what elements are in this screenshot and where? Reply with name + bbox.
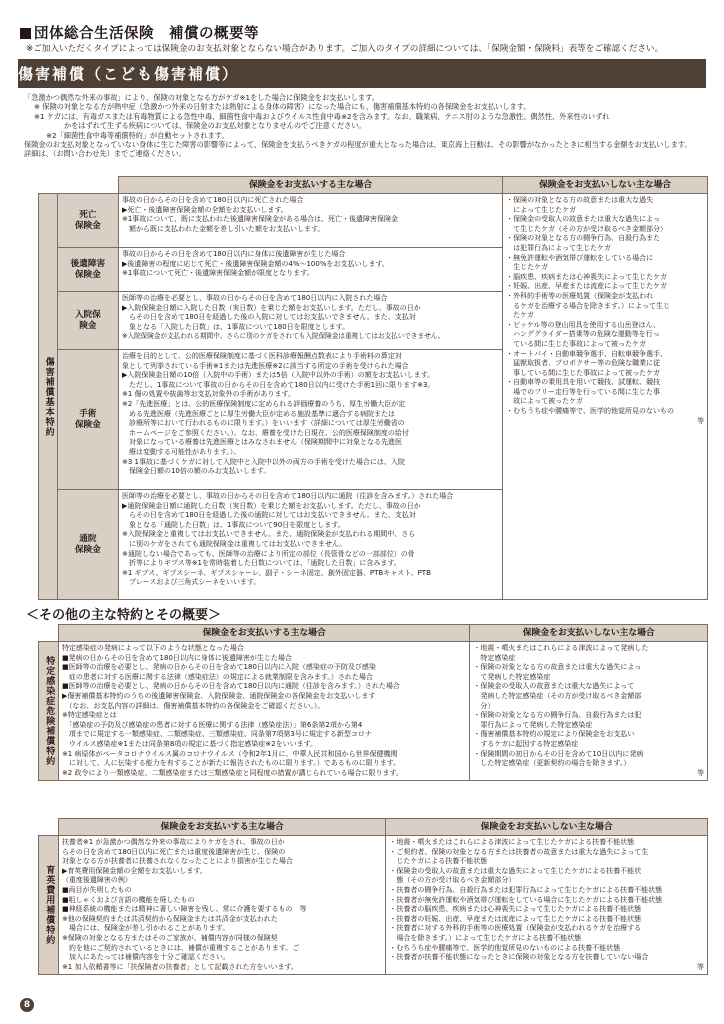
intro-line: かをはずれて生ずる疾病については、保険金のお支払対象となりませんのでご注意ください。 — [64, 121, 366, 131]
intro-line: 「急激かつ偶然な外来の事故」により、保険の対象となる方がケガ※1をした場合に保険金をお支払いします。 — [24, 93, 379, 102]
benefit-name: 手術 保険金 — [57, 350, 118, 490]
infection-rider-table — [38, 624, 708, 781]
section-band-label: 傷害補償（こども傷害補償） — [18, 65, 240, 83]
intro-line: ※1 ケガには、有毒ガスまたは有毒物質による急性中毒、細菌性食中毒およびウイルス性食中毒※2を含みます。なお、職業病、テニス肘のような急激性、偶然性、外来性のいずれ — [34, 111, 610, 121]
page-title: 団体総合生活保険 補償の概要等 — [20, 22, 259, 43]
intro-line: 保険金のお支払対象となっていない身体に生じた障害の影響等によって、保険金を支払うべきケガの程度が重大となった場合は、東京海上日動は、その影響がなかったときに相当する金額をお支払いします。 — [24, 140, 692, 150]
table-corner — [39, 177, 119, 194]
intro-line: ※ 保険の対象となる方が熱中症（急激かつ外来の日射または熱射による身体の障害）になった場合にも、傷害補償基本特約の各保険金をお支払いします。 — [34, 102, 531, 112]
header-nopay: 保険金をお支払いしない主な場合 — [386, 819, 708, 836]
nopay-list: ・地震・噴火またはこれらによる津波によって発病した 特定感染症 ・保険の対象となる方の故意または重大な過失によっ て発病した特定感染症 ・保険金の受取人の故意または重大な過失によって 発病した特定感染症（その方が受け取るべき金額部 分） ・保険の対象となる方の闘争行為、自殺行為または犯 罪行為によって発病した特定感染症 ・傷害補償基本特約の規定により保険金をお支払い するケガに起因する特定感染症 ・保険期間の初日からその日を含めて10日以内に発病 した特定感染症（更新契約の場合を除きます。） 等 — [470, 642, 708, 781]
benefit-name: 後遺障害 保険金 — [57, 248, 118, 292]
rider-detail: 特定感染症の発病によって以下のような状態となった場合 ■発病の日からその日を含めて180日以内に身体に後遺障害が生じた場合 ■医師等の治療を必要とし、発病の日からその日を含めて180日以内に入院（感染症の予防及び感染 症の患者に対する医療に関する法律（感染症法）の規定による就業制限を含みます。）された場合 ■医師等の治療を必要とし、発病の日からその日を含めて180日以内に通院（往診を含みます。）された場合 ▶傷害補償基本特約のうちの後遺障害保険金、入院保険金、通院保険金の各保険金をお支払いします （なお、お支払内容の詳細は、傷害補償基本特約の各保険金をご確認ください。）。 ※特定感染症とは 「感染症の予防及び感染症の患者に対する医療に関する法律（感染症法）」第6条第2項から第4 項までに規定する一類感染症、二類感染症、三類感染症、同条第7項第3号に規定する新型コロナ ウイルス感染症※1または同条第8項の規定に基づく指定感染症※2をいいます。 ※1 病原体がベータコロナウイルス属のコロナウイルス（令和2年1月に、中華人民共和国から世界保健機関 に対して、人に伝染する能力を有することが新たに報告されたものに限ります。）であるものに限ります。 ※2 政令により一類感染症、二類感染症または三類感染症と同程度の措置が講じられている場合に限ります。 — [58, 642, 469, 781]
benefit-detail: 治療を目的として、公的医療保険制度に基づく医科診療報酬点数表により手術料の算定対 象として列挙されている手術※1または先進医療※2に該当する所定の手術を受けられた場合 ▶入院保険金日額の10倍（入院中の手術）または5倍（入院中以外の手術）の額をお支払いします。 ただし、1事故について事故の日からその日を含めて180日以内に受けた手術1回に限ります※3。 ※1 傷の処置や抜歯等お支払対象外の手術があります。 ※2「先進医療」とは、公的医療保険制度に定められる評価療養のうち、厚生労働大臣が定 める先進医療（先進医療ごとに厚生労働大臣が定める施設基準に適合する病院または 診療所等において行われるものに限ります。）をいいます（詳細については厚生労働省の ホームページをご参照ください。）。なお、療養を受けた日現在、公的医療保険制度の給付 対象になっている療養は先進医療とはみなされません（保険期間中に対象となる先進医 療は変動する可能性があります。）。 ※3 1事故に基づくケガに対して入院中と入院中以外の両方の手術を受けた場合には、入院 保険金日額の10倍の額のみお支払いします。 — [118, 350, 502, 490]
rider-detail: 扶養者※1 が急激かつ偶然な外来の事故によりケガをされ、事故の日か らその日を含めて180日以内に死亡または重度後遺障害が生じ、保険の 対象となる方が扶養者に扶養されなくなったことにより損害が生じた場合 ▶育英費用保険金額の全額をお支払いします。 （重度後遺障害の例） ■両目が失明したもの ■咀しゃくおよび言語の機能を廃したもの ■神経系統の機能または精神に著しい障害を残し、常に介護を要するもの 等 ※他の保険契約または共済契約から保険金または共済金が支払われた 場合には、保険金が差し引かれることがあります。 ※保険の対象となる方またはそのご家族が、補償内容が同様の保険契 約を他にご契約されているときには、補償が重複することがあります。ご 加入にあたっては補償内容を十分ご確認ください。 ※1 加入依頼書等に「扶保険者の扶養者」として記載された方をいいます。 — [58, 836, 385, 975]
benefit-detail: 医師等の治療を必要とし、事故の日からその日を含めて180日以内に通院（往診を含みます。）された場合 ▶通院保険金日額に通院した日数（実日数）を乗じた額をお支払いします。ただし、事故の日か らその日を含めて180日を経過した後の通院に対してはお支払いできません。また、支払対 象となる「通院した日数」は、1事故について90日を限度とします。 ※入院保険金と重複してはお支払いできません。また、通院保険金が支払われる期間中、さら に別のケガをされても通院保険金は重複してはお支払いできません。 ※通院しない場合であっても、医師等の治療により所定の部位（長管骨などの一部部位）の骨 折等によりギプス等※1を常時装着した日数については、「通院した日数」に含みます。 ※1 ギプス、ギプスシーネ、ギプスシャーレ、副子・シーネ固定、創外固定器、PTBキャスト、PTB ブレースおよび三角式シーネをいいます。 — [118, 490, 502, 600]
category-label: 特定感染症危険補償特約 — [39, 642, 59, 781]
injury-benefit-table — [38, 176, 708, 600]
nopay-list: ・地震・噴火またはこれらによる津波によって生じたケガによる扶養不能状態 ・ご契約者、保険の対象となる方または扶養者の故意または重大な過失によって生 じたケガによる扶養不能状態 ・保険金の受取人の故意または重大な過失によって生じたケガによる扶養不能状 態（その方が受け取るべき金額部分） ・扶養者の闘争行為、自殺行為または犯罪行為によって生じたケガによる扶養不能状態 ・扶養者が無免許運転や酒気帯び運転をしている場合に生じたケガによる扶養不能状態 ・扶養者の脳疾患、疾病または心神喪失によって生じたケガによる扶養不能状態 ・扶養者の妊娠、出産、早産または流産によって生じたケガによる扶養不能状態 ・扶養者に対する外科的手術等の医療処置（保険金が支払われるケガを治療する 場合を除きます。）によって生じたケガによる扶養不能状態 ・むちうち症や腰痛等で、医学的他覚所見のないものによる扶養不能状態 ・扶養者が扶養不能状態になったときに保険の対象となる方を扶養していない場合 等 — [386, 836, 708, 975]
header-nopay: 保険金をお支払いしない主な場合 — [470, 625, 708, 642]
benefit-name: 死亡 保険金 — [57, 194, 118, 248]
page-subtitle: ※ご加入いただくタイプによっては保険金のお支払対象とならない場合があります。ご加入のタイプの詳細については、「保険金額・保険料」表等をご確認ください。 — [26, 44, 664, 54]
benefit-detail: 事故の日からその日を含めて180日以内に身体に後遺障害が生じた場合 ▶後遺障害の程度に応じて死亡・後遺障害保険金額の4%～100%をお支払いします。 ※1事故について死亡・後遺障害保険金額が限度となります。 — [118, 248, 502, 292]
table-corner — [39, 625, 59, 642]
intro-line: ※2「細菌性食中毒等補償特約」が自動セットされます。 — [46, 130, 229, 140]
square-bullet-icon — [20, 28, 31, 39]
page-number: 8 — [20, 998, 34, 1012]
education-rider-table — [38, 818, 708, 975]
benefit-detail: 医師等の治療を必要とし、事故の日からその日を含めて180日以内に入院された場合 ▶入院保険金日額に入院した日数（実日数）を乗じた額をお支払いします。ただし、事故の日か らその日を含めて180日を経過した後の入院に対してはお支払いできません。また、支払対 象となる「入院した日数」は、1事故について180日を限度とします。 ※入院保険金が支払われる期間中、さらに別のケガをされても入院保険金は重複してはお支払いできません。 — [118, 292, 502, 350]
benefit-detail: 事故の日からその日を含めて180日以内に死亡された場合 ▶死亡・後遺障害保険金額の全額をお支払いします。 ※1事故について、既に支払われた後遺障害保険金がある場合は、死亡・後遺障害保険金 額から既に支払われた金額を差し引いた額をお支払いします。 — [118, 194, 502, 248]
category-label: 傷害補償基本特約 — [39, 194, 58, 600]
benefit-name: 入院保 険金 — [57, 292, 118, 350]
nopay-list: ・保険の対象となる方の故意または重大な過失 によって生じたケガ ・保険金の受取人の故意または重大な過失によっ て生じたケガ（その方が受け取るべき金額部分） ・保険の対象となる方の闘争行為、自殺行為また は犯罪行為によって生じたケガ ・無免許運転や酒気帯び運転をしている場合に 生じたケガ ・脳疾患、疾病または心神喪失によって生じたケガ ・妊娠、出産、早産または流産によって生じたケガ ・外科的手術等の医療処置（保険金が支払われ るケガを治療する場合を除きます。）によって生じ たケガ ・ピッケル等の登山用具を使用する山岳登はん、 ハンググライダー搭乗等の危険な運動等を行っ ている間に生じた事故によって被ったケガ ・オートバイ・自動車競争選手、自転車競争選手、 猛獣取扱者、プロボクサー等の危険な職業に従 事している間に生じた事故によって被ったケガ ・自動車等の乗用具を用いて競技、試運転、競技 場でのフリー走行等を行っている間に生じた事 故によって被ったケガ ・むちうち症や腰痛等で、医学的他覚所見のないもの 等 — [503, 194, 708, 600]
intro-text — [24, 93, 704, 159]
intro-line: 詳細は、（お問い合わせ先）までご連絡ください。 — [24, 149, 186, 159]
benefit-name: 通院 保険金 — [57, 490, 118, 600]
header-pay: 保険金をお支払いする主な場合 — [58, 819, 385, 836]
header-nopay: 保険金をお支払いしない主な場合 — [503, 177, 708, 194]
header-pay: 保険金をお支払いする主な場合 — [118, 177, 502, 194]
table-corner — [39, 819, 59, 836]
header-pay: 保険金をお支払いする主な場合 — [58, 625, 469, 642]
other-riders-heading: ＜その他の主な特約とその概要＞ — [26, 608, 222, 623]
category-label: 育英費用補償特約 — [39, 836, 59, 975]
